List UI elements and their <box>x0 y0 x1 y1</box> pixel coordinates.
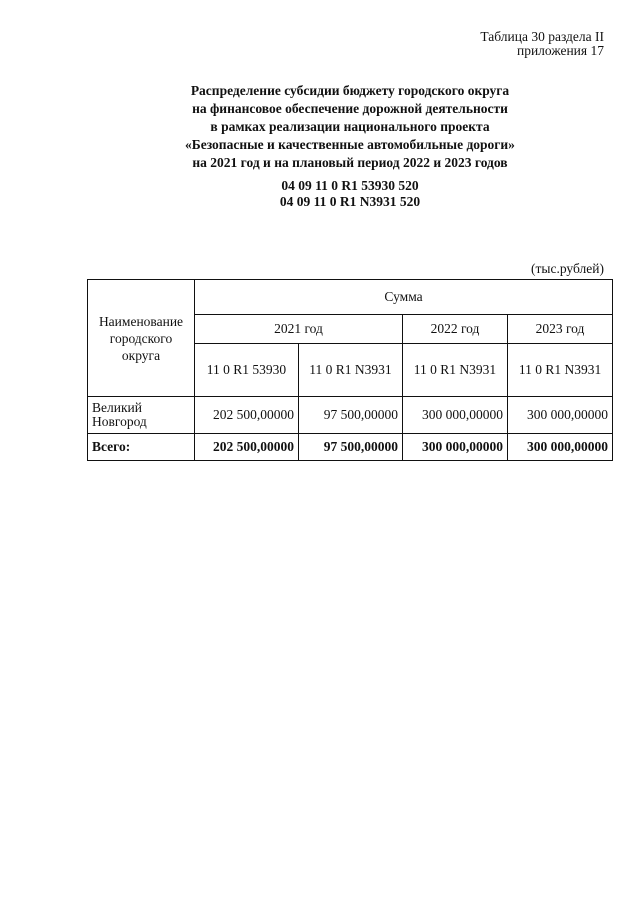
header-row-sum <box>88 280 613 315</box>
units-label: (тыс.рублей) <box>531 261 604 276</box>
code-header-4: 11 0 R1 N3931 <box>508 344 613 397</box>
title-line-5: на 2021 год и на плановый период 2022 и 2023 годов <box>192 155 508 170</box>
total-value-cell: 300 000,00000 <box>403 434 508 461</box>
title-line-1: Распределение субсидии бюджету городского округа <box>190 83 510 98</box>
total-label: Всего: <box>88 434 195 461</box>
reference-line-1: Таблица 30 раздела II <box>480 29 604 44</box>
value-cell: 300 000,00000 <box>403 397 508 434</box>
title-line-4: «Безопасные и качественные автомобильные дороги» <box>185 137 515 152</box>
value-cell: 97 500,00000 <box>299 397 403 434</box>
code-header-2: 11 0 R1 N3931 <box>299 344 403 397</box>
total-value-cell: 300 000,00000 <box>508 434 613 461</box>
municipality-name: Великий Новгород <box>88 397 195 434</box>
total-value-cell: 202 500,00000 <box>195 434 299 461</box>
year-2021-header: 2021 год <box>195 315 403 344</box>
budget-codes <box>0 178 640 210</box>
document-title <box>0 82 640 172</box>
sum-header: Сумма <box>195 280 613 315</box>
name-column-header: Наименование городского округа <box>88 280 195 397</box>
budget-code-2: 04 09 11 0 R1 N3931 520 <box>279 194 421 209</box>
table-row <box>88 397 613 434</box>
year-2022-header: 2022 год <box>403 315 508 344</box>
value-cell: 300 000,00000 <box>508 397 613 434</box>
table-reference <box>480 30 604 58</box>
code-header-1: 11 0 R1 53930 <box>195 344 299 397</box>
title-line-3: в рамках реализации национального проекта <box>210 119 490 134</box>
total-value-cell: 97 500,00000 <box>299 434 403 461</box>
code-header-3: 11 0 R1 N3931 <box>403 344 508 397</box>
year-2023-header: 2023 год <box>508 315 613 344</box>
reference-line-2: приложения 17 <box>516 43 604 58</box>
title-line-2: на финансовое обеспечение дорожной деятельности <box>192 101 508 116</box>
budget-code-1: 04 09 11 0 R1 53930 520 <box>281 178 419 193</box>
value-cell: 202 500,00000 <box>195 397 299 434</box>
total-row <box>88 434 613 461</box>
subsidy-table <box>87 279 613 461</box>
